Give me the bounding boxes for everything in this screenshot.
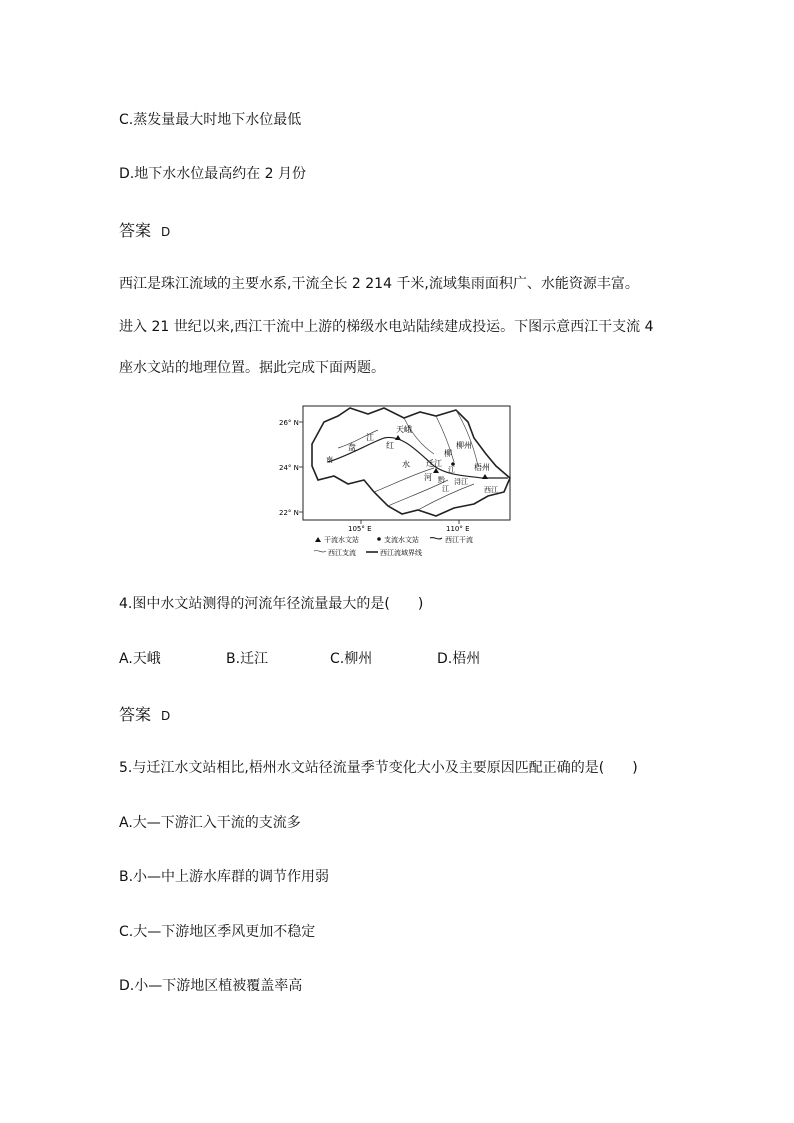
q5-option-a[interactable]: A.大—下游汇入干流的支流多 bbox=[119, 815, 301, 831]
q4-option-d[interactable]: D.梧州 bbox=[437, 651, 481, 667]
river-char: 盘 bbox=[348, 443, 356, 452]
question-4-stem: 4.图中水文站测得的河流年径流量最大的是( ) bbox=[119, 596, 424, 612]
station-liuzhou-label: 柳州 bbox=[456, 441, 472, 450]
q4-option-b[interactable]: B.迁江 bbox=[226, 651, 269, 667]
legend-boundary: 西江流域界线 bbox=[380, 549, 422, 557]
river-char: 南 bbox=[326, 456, 333, 464]
river-char: 水 bbox=[402, 460, 410, 469]
lat-24-label: 24° N bbox=[279, 464, 299, 472]
answer-value: D bbox=[161, 225, 171, 239]
option-c-prev: C.蒸发量最大时地下水位最低 bbox=[119, 112, 302, 128]
river-char: 江 bbox=[366, 433, 374, 442]
river-char: 河 bbox=[424, 473, 432, 482]
legend-tributary-station: 支流水文站 bbox=[384, 536, 419, 544]
station-tiane-label: 天峨 bbox=[396, 425, 412, 434]
lon-110-label: 110° E bbox=[446, 525, 470, 533]
xijiang-basin-map bbox=[278, 404, 518, 562]
q5-option-b[interactable]: B.小—中上游水库群的调节作用弱 bbox=[119, 869, 330, 885]
lat-22-label: 22° N bbox=[279, 509, 299, 517]
q4-option-a[interactable]: A.天峨 bbox=[119, 651, 161, 667]
lat-26-label: 26° N bbox=[279, 419, 299, 427]
river-char: 江 bbox=[448, 466, 455, 474]
river-char: 江 bbox=[442, 485, 449, 493]
river-char: 柳 bbox=[444, 449, 452, 458]
option-d-prev: D.地下水水位最高约在 2 月份 bbox=[119, 166, 307, 182]
passage-line-1: 西江是珠江流域的主要水系,干流全长 2 214 千米,流域集雨面积广、水能资源丰富。 bbox=[119, 276, 639, 292]
q5-option-c[interactable]: C.大—下游地区季风更加不稳定 bbox=[119, 924, 316, 940]
legend-mainstream: 西江干流 bbox=[445, 536, 473, 544]
legend-tributary: 西江支流 bbox=[328, 549, 356, 557]
station-qianjiang-label: 迁江 bbox=[426, 459, 442, 468]
station-wuzhou-marker bbox=[482, 474, 488, 479]
answer-value: D bbox=[161, 709, 171, 723]
question-4-options bbox=[119, 648, 480, 668]
q4-option-c[interactable]: C.柳州 bbox=[330, 651, 373, 667]
legend-mainstream-station: 干流水文站 bbox=[324, 536, 359, 544]
answer-label: 答案 bbox=[119, 221, 152, 240]
answer-4 bbox=[119, 702, 170, 725]
passage-line-2: 进入 21 世纪以来,西江干流中上游的梯级水电站陆续建成投运。下图示意西江干支流 4 bbox=[119, 319, 654, 335]
map-legend bbox=[314, 535, 473, 557]
passage-line-3: 座水文站的地理位置。据此完成下面两题。 bbox=[119, 360, 385, 376]
q5-option-d[interactable]: D.小—下游地区植被覆盖率高 bbox=[119, 978, 303, 994]
river-xijiang-label: 西江 bbox=[484, 486, 498, 494]
question-5-stem: 5.与迁江水文站相比,梧州水文站径流量季节变化大小及主要原因匹配正确的是( ) bbox=[119, 760, 638, 776]
lon-105-label: 105° E bbox=[348, 525, 372, 533]
station-wuzhou-label: 梧州 bbox=[474, 463, 490, 472]
river-char: 黔 bbox=[438, 476, 445, 484]
river-char: 红 bbox=[386, 441, 394, 450]
answer-prev bbox=[119, 218, 170, 241]
station-tiane-marker bbox=[395, 435, 401, 440]
answer-label: 答案 bbox=[119, 705, 152, 724]
river-xunjiang-label: 浔江 bbox=[454, 478, 468, 486]
